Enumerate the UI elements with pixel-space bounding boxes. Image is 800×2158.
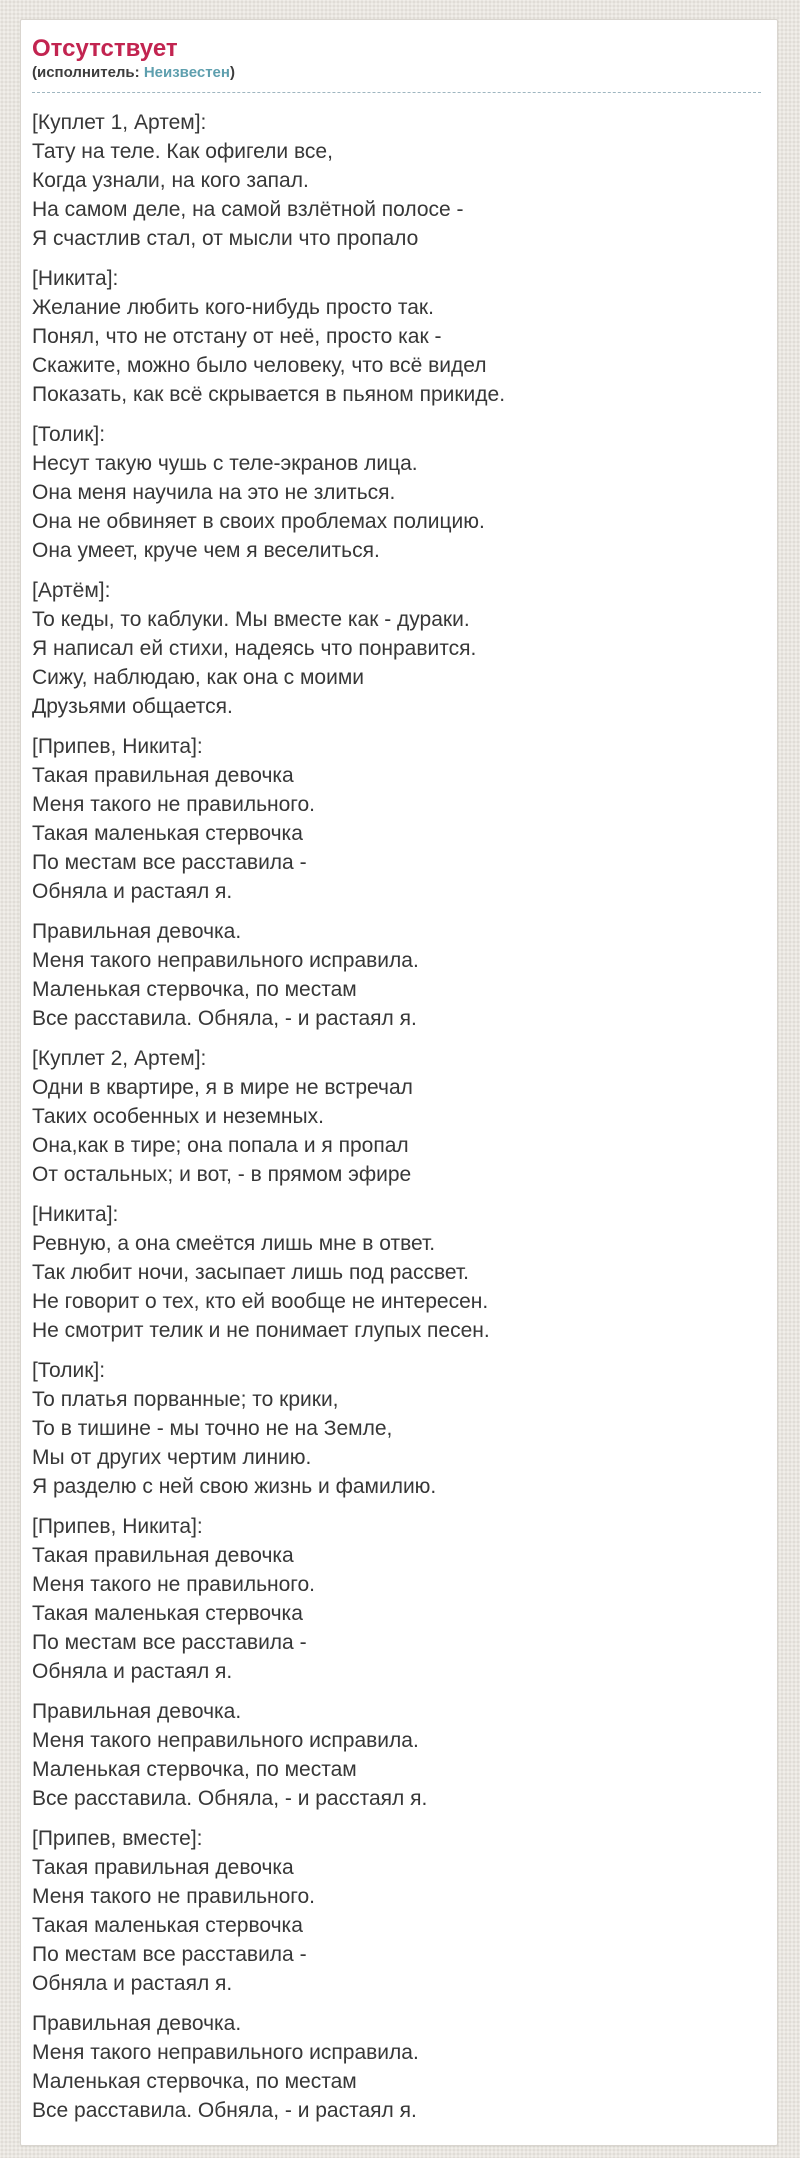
lyrics-text [32, 108, 761, 2125]
lyrics-stanza: [Толик]: Несут такую чушь с теле-экранов лица. Она меня научила на это не злиться. Она не обвиняет в своих проблемах полицию. Она умеет, круче чем я веселиться. [32, 423, 485, 562]
song-title: Отсутствует [32, 35, 178, 62]
lyrics-stanza: [Никита]: Желание любить кого-нибудь просто так. Понял, что не отстану от неё, просто как - Скажите, можно было человеку, что всё видел Показать, как всё скрывается в пьяном прикиде. [32, 267, 506, 406]
lyrics-stanza: Правильная девочка. Меня такого неправильного исправила. Маленькая стервочка, по местам Все расставила. Обняла, - и растаял я. [32, 2012, 419, 2122]
lyrics-stanza: Правильная девочка. Меня такого неправильного исправила. Маленькая стервочка, по местам Все расставила. Обняла, - и растаял я. [32, 920, 419, 1030]
lyrics-stanza: Правильная девочка. Меня такого неправильного исправила. Маленькая стервочка, по местам Все расставила. Обняла, - и расстаял я. [32, 1700, 428, 1810]
artist-link[interactable]: Неизвестен [143, 64, 230, 81]
lyrics-stanza: [Толик]: То платья порванные; то крики, То в тишине - мы точно не на Земле, Мы от других чертим линию. Я разделю с ней свою жизнь и фамилию. [32, 1359, 437, 1498]
lyrics-stanza: [Припев, Никита]: Такая правильная девочка Меня такого не правильного. Такая маленькая стервочка По местам все расставила - Обняла и растаял я. [32, 1515, 315, 1683]
lyrics-stanza: [Никита]: Ревную, а она смеётся лишь мне в ответ. Так любит ночи, засыпает лишь под рассвет. Не говорит о тех, кто ей вообще не интересен. Не смотрит телик и не понимает глупых песен. [32, 1203, 490, 1342]
lyrics-stanza: [Артём]: То кеды, то каблуки. Мы вместе как - дураки. Я написал ей стихи, надеясь что понравится. Сижу, наблюдаю, как она с моими Друзьями общается. [32, 579, 477, 718]
artist-label: (исполнитель: [32, 64, 144, 81]
lyrics-stanza: [Куплет 2, Артем]: Одни в квартире, я в мире не встречал Таких особенных и неземных. Она,как в тире; она попала и я пропал От остальных; и вот, - в прямом эфире [32, 1047, 413, 1186]
lyrics-card [20, 19, 778, 2146]
lyrics-stanza: [Припев, вместе]: Такая правильная девочка Меня такого не правильного. Такая маленькая стервочка По местам все расставила - Обняла и растаял я. [32, 1827, 315, 1995]
subtitle-closing-paren: ) [229, 64, 235, 81]
lyrics-stanza: [Куплет 1, Артем]: Тату на теле. Как офигели все, Когда узнали, на кого запал. На самом деле, на самой взлётной полосе - Я счастлив стал, от мысли что пропало [32, 111, 464, 250]
lyrics-stanza: [Припев, Никита]: Такая правильная девочка Меня такого не правильного. Такая маленькая стервочка По местам все расставила - Обняла и растаял я. [32, 735, 315, 903]
song-subtitle [32, 63, 761, 93]
